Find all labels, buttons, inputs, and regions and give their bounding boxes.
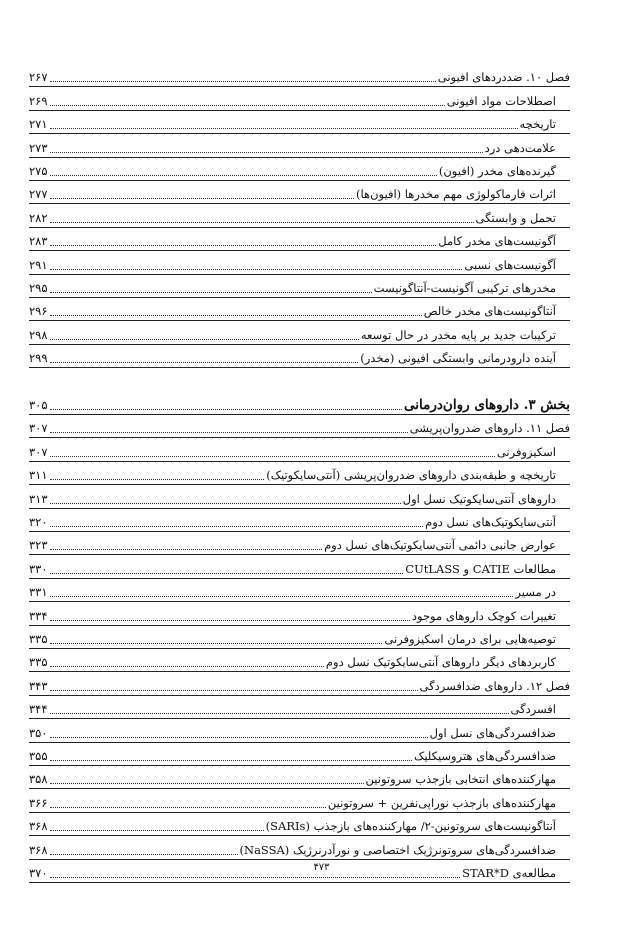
toc-page-number: ۲۸۲	[29, 210, 48, 225]
toc-entry-row	[29, 649, 570, 672]
toc-entry-title: گیرنده‌های مخدر (افیون)	[439, 164, 570, 180]
toc-entry-title: اصطلاحات مواد افیونی	[447, 94, 570, 110]
toc-entry-title: اثرات فارماکولوژی مهم مخدرها (افیون‌ها)	[356, 187, 570, 203]
toc-page-number: ۲۷۷	[29, 187, 48, 202]
dot-leader	[50, 620, 410, 621]
toc-entry-title: اسکیزوفرنی	[497, 445, 570, 461]
toc-page-number: ۳۰۵	[29, 398, 48, 413]
toc-entry-title: مطالعه‌ی STAR*D	[462, 866, 570, 882]
toc-page-number: ۳۱۳	[29, 491, 48, 506]
toc-entry-row	[29, 743, 570, 766]
toc-entry-row	[29, 789, 570, 812]
toc-entry-row	[29, 134, 570, 157]
dot-leader	[50, 339, 359, 340]
toc-entry-row	[29, 719, 570, 742]
toc-entry-title: علامت‌دهی درد	[485, 141, 570, 157]
toc-entry-row	[29, 438, 570, 461]
dot-leader	[50, 549, 323, 550]
toc-entry-row	[29, 462, 570, 485]
toc-entry-title: ضدافسردگی‌های نسل اول	[430, 726, 570, 742]
toc-page-number: ۳۴۳	[29, 678, 48, 693]
toc-entry-title: تغییرات کوچک داروهای موجود	[412, 609, 570, 625]
toc-entry-title: ضدافسردگی‌های سروتونرژیک اختصاصی و نورآدرنرژیک (NaSSA)	[240, 843, 570, 859]
dot-leader	[50, 830, 264, 831]
toc-entry-title: تاریخچه	[520, 117, 570, 133]
toc-entry-row	[29, 251, 570, 274]
toc-page-number: ۳۶۸	[29, 819, 48, 834]
toc-entry-row	[29, 813, 570, 836]
toc-page-number: ۲۷۵	[29, 163, 48, 178]
toc-entry-row	[29, 766, 570, 789]
toc-entry-title: آنتاگونیست‌های سروتونین-۲/ مهارکننده‌های بازجذب (SARIs)	[266, 819, 570, 835]
toc-entry-row	[29, 579, 570, 602]
toc-entry-title: آگونیست‌های مخدر کامل	[438, 234, 570, 250]
dot-leader	[50, 175, 437, 176]
toc-entry-row	[29, 509, 570, 532]
dot-leader	[50, 737, 428, 738]
dot-leader	[50, 713, 509, 714]
toc-entry-row	[29, 532, 570, 555]
dot-leader	[50, 573, 404, 574]
toc-entry-row	[29, 626, 570, 649]
page-number: ۴۷۳	[313, 862, 330, 873]
dot-leader	[50, 198, 355, 199]
dot-leader	[50, 269, 463, 270]
toc-page-number: ۲۷۳	[29, 140, 48, 155]
toc-entry-row	[29, 345, 570, 368]
toc-entry-title: آنتی‌سایکوتیک‌های نسل دوم	[425, 515, 570, 531]
toc-entry-title: افسردگی	[511, 702, 570, 718]
toc-page-number: ۳۵۸	[29, 772, 48, 787]
toc-page-number: ۳۲۰	[29, 515, 48, 530]
dot-leader	[50, 81, 436, 82]
toc-entry-row	[29, 298, 570, 321]
toc-page-number: ۳۲۳	[29, 538, 48, 553]
toc-page-number: ۳۶۸	[29, 842, 48, 857]
toc-entry-title: فصل ۱۱. داروهای ضدروان‌پریشی	[409, 421, 570, 436]
dot-leader	[50, 362, 359, 363]
toc-entry-title: توصیه‌هایی برای درمان اسکیزوفرنی	[384, 632, 570, 648]
toc-entry-title: بخش ۳. داروهای روان‌درمانی	[404, 397, 570, 414]
dot-leader	[50, 292, 372, 293]
toc-entry-title: آگونیست‌های نسبی	[464, 258, 570, 274]
dot-leader	[50, 409, 403, 410]
toc-entry-row	[29, 87, 570, 110]
dot-leader	[50, 596, 514, 597]
toc-page-number: ۲۶۹	[29, 93, 48, 108]
toc-entry-title: ترکیبات جدید بر پایه مخدر در حال توسعه	[361, 328, 570, 344]
dot-leader	[50, 783, 364, 784]
toc-part-row	[29, 388, 570, 415]
toc-page-number: ۳۳۴	[29, 608, 48, 623]
toc-page-number: ۲۷۱	[29, 117, 48, 132]
toc-chapter-row	[29, 64, 570, 87]
dot-leader	[50, 152, 483, 153]
toc-page-number: ۳۷۰	[29, 865, 48, 880]
toc-entry-title: مهارکننده‌های انتخابی بازجذب سروتونین	[366, 772, 570, 788]
toc-entry-title: فصل ۱۲. داروهای ضدافسردگی	[419, 678, 570, 693]
section-gap	[29, 368, 570, 380]
toc-page-number: ۳۳۵	[29, 655, 48, 670]
toc-entry-title: مهارکننده‌های بازجذب نوراپی‌نفرین + سروتونین	[328, 796, 570, 812]
toc-entry-title: مطالعات CATIE و CUtLASS	[405, 562, 570, 578]
dot-leader	[50, 456, 495, 457]
toc-chapter-row	[29, 672, 570, 695]
toc-entry-title: عوارض جانبی دائمی آنتی‌سایکوتیک‌های نسل دوم	[324, 538, 570, 554]
toc-entry-title: در مسیر	[515, 585, 570, 601]
dot-leader	[50, 526, 424, 527]
dot-leader	[50, 222, 474, 223]
toc-page-number: ۲۹۸	[29, 327, 48, 342]
dot-leader	[50, 503, 401, 504]
toc-page-number: ۳۰۷	[29, 421, 48, 436]
toc-entry-title: آنتاگونیست‌های مخدر خالص	[424, 304, 570, 320]
dot-leader	[50, 315, 422, 316]
toc-page-number: ۳۶۶	[29, 795, 48, 810]
dot-leader	[50, 245, 437, 246]
dot-leader	[50, 877, 461, 878]
toc-entry-row	[29, 836, 570, 859]
toc-page-number: ۳۳۰	[29, 561, 48, 576]
toc-entry-row	[29, 181, 570, 204]
toc-entry-title: فصل ۱۰. ضددردهای افیونی	[437, 70, 570, 85]
dot-leader	[50, 854, 238, 855]
dot-leader	[50, 666, 324, 667]
toc-chapter-row	[29, 415, 570, 438]
dot-leader	[50, 690, 418, 691]
toc-page-number: ۲۹۱	[29, 257, 48, 272]
toc-entry-row	[29, 696, 570, 719]
toc-entry-row	[29, 321, 570, 344]
toc-entry-row	[29, 158, 570, 181]
toc-entry-row	[29, 485, 570, 508]
dot-leader	[50, 643, 383, 644]
toc-entry-row	[29, 228, 570, 251]
toc-entry-title: داروهای آنتی‌سایکوتیک نسل اول	[403, 492, 570, 508]
toc-page-number: ۳۰۷	[29, 444, 48, 459]
toc-page-number: ۲۹۶	[29, 304, 48, 319]
toc-entry-row	[29, 204, 570, 227]
toc-entry-row	[29, 602, 570, 625]
toc-page-number: ۳۳۵	[29, 631, 48, 646]
toc-entry-row	[29, 275, 570, 298]
toc-page-number: ۲۹۹	[29, 351, 48, 366]
toc-page-number: ۳۳۱	[29, 585, 48, 600]
toc-page-number: ۲۶۷	[29, 70, 48, 85]
toc-page-number: ۳۱۱	[29, 468, 48, 483]
toc-page-number: ۲۸۳	[29, 234, 48, 249]
toc-page-number: ۳۴۴	[29, 702, 48, 717]
toc-entry-title: مخدرهای ترکیبی آگونیست-آنتاگونیست	[374, 281, 570, 297]
table-of-contents	[29, 64, 570, 883]
dot-leader	[50, 432, 408, 433]
toc-entry-title: آینده دارودرمانی وابستگی افیونی (مخدر)	[360, 351, 570, 367]
toc-page-number: ۲۹۵	[29, 280, 48, 295]
dot-leader	[50, 760, 413, 761]
toc-entry-title: ضدافسردگی‌های هتروسیکلیک	[414, 749, 570, 765]
toc-entry-row	[29, 111, 570, 134]
toc-entry-title: کاربردهای دیگر داروهای آنتی‌سایکوتیک نسل دوم	[326, 655, 570, 671]
toc-page-number: ۳۵۰	[29, 725, 48, 740]
dot-leader	[50, 807, 326, 808]
dot-leader	[50, 128, 518, 129]
toc-entry-title: تاریخچه و طبقه‌بندی داروهای ضدروان‌پریشی (آنتی‌سایکوتیک)	[266, 468, 570, 484]
dot-leader	[50, 479, 265, 480]
dot-leader	[50, 105, 445, 106]
toc-entry-title: تحمل و وابستگی	[476, 211, 570, 227]
toc-entry-row	[29, 555, 570, 578]
toc-page-number: ۳۵۵	[29, 748, 48, 763]
